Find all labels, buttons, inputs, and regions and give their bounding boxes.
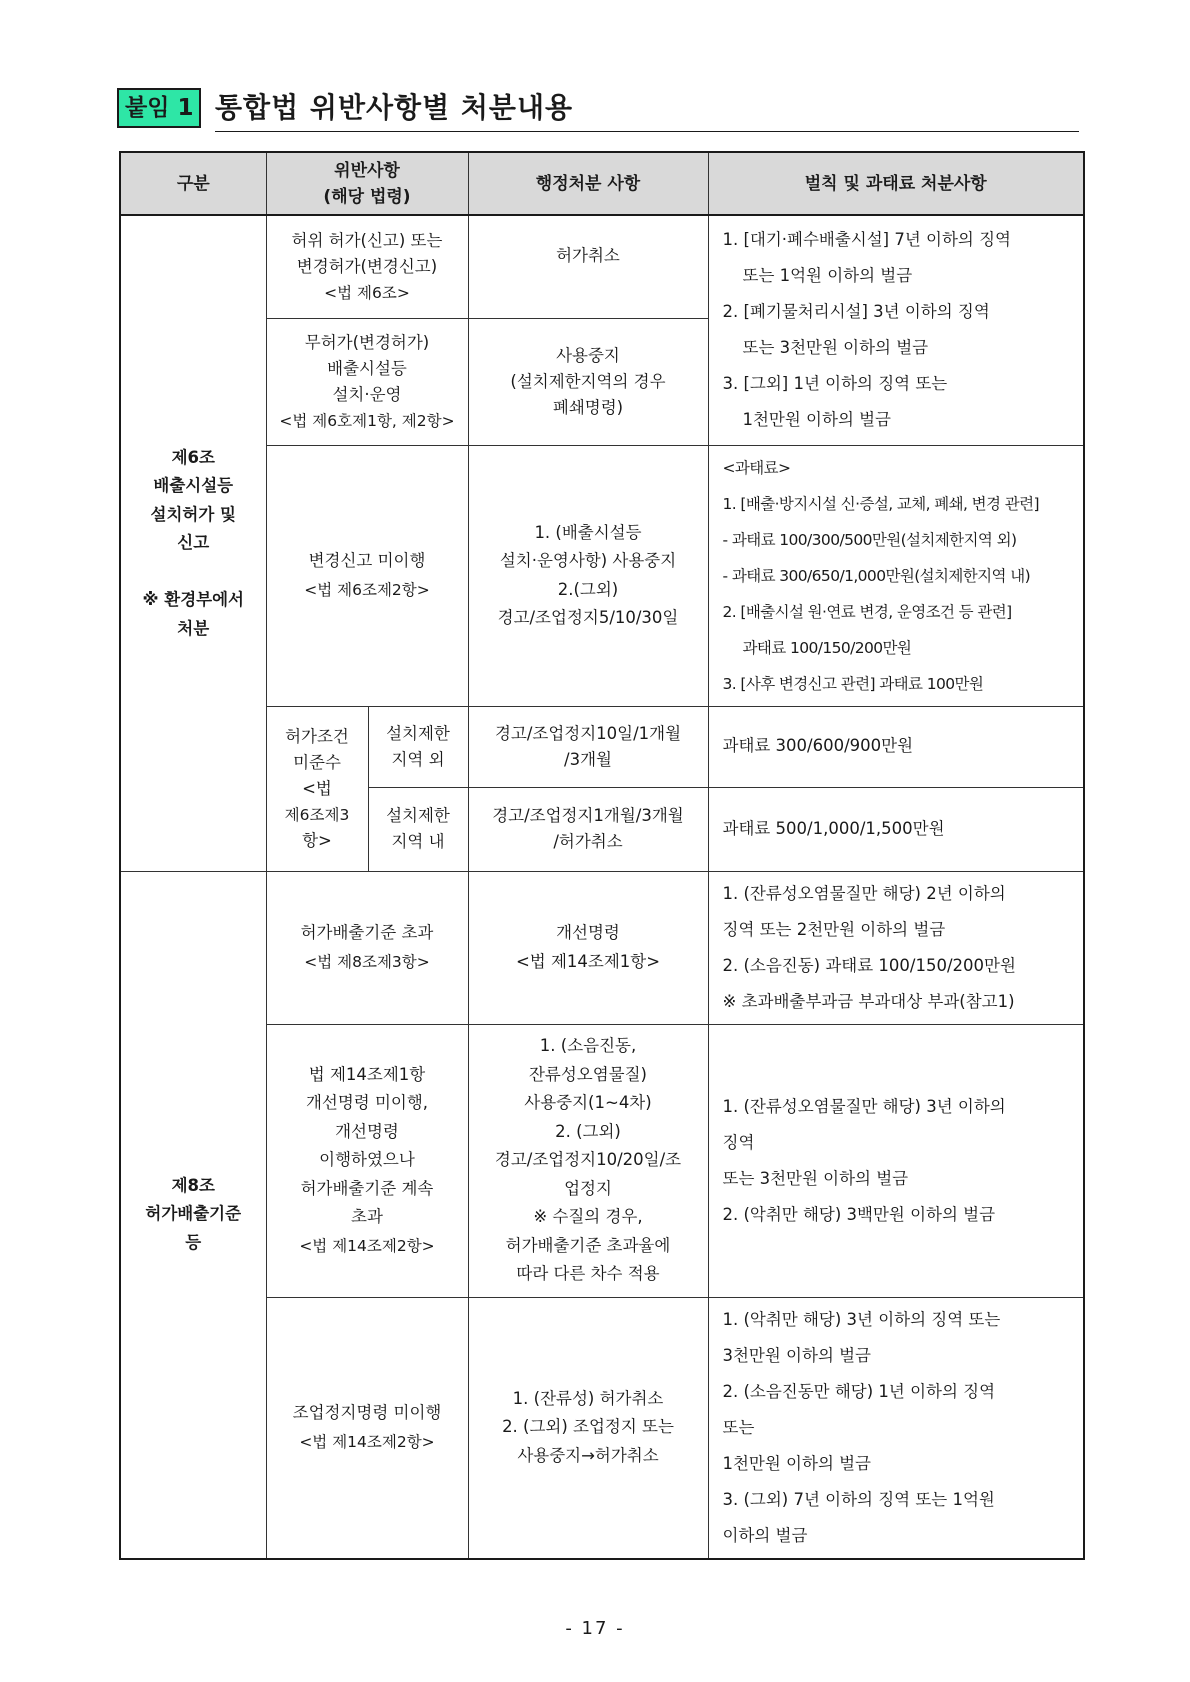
header-category: 구분 <box>120 152 266 215</box>
violation-unpermitted: 무허가(변경허가) 배출시설등 설치·운영 <법 제6호제1항, 제2항> <box>266 318 468 445</box>
page-number: - 17 - <box>565 1618 625 1639</box>
admin-suspension-unfulfilled: 1. (잔류성) 허가취소 2. (그외) 조업정지 또는 사용중지→허가취소 <box>468 1297 708 1559</box>
penalty-improvement-unfulfilled: 1. (잔류성오염물질만 해당) 3년 이하의 징역 또는 3천만원 이하의 벌금 2. (악취만 해당) 3백만원 이하의 벌금 <box>708 1024 1084 1297</box>
violation-improvement-unfulfilled: 법 제14조제1항 개선명령 미이행, 개선명령 이행하였으나 허가배출기준 계속 초과 <법 제14조제2항> <box>266 1024 468 1297</box>
admin-change-report: 1. (배출시설등 설치·운영사항) 사용중지 2.(그외) 경고/조업정지5/10/30일 <box>468 445 708 706</box>
table-row <box>120 215 1084 318</box>
admin-inside-restricted: 경고/조업정지1개월/3개월 /허가취소 <box>468 787 708 871</box>
admin-improvement-unfulfilled: 1. (소음진동, 잔류성오염물질) 사용중지(1~4차) 2. (그외) 경고/조업정지10/20일/조 업정지 ※ 수질의 경우, 허가배출기준 초과율에 따라 다른 차수 적용 <box>468 1024 708 1297</box>
attachment-badge: 붙임 1 <box>117 88 201 128</box>
admin-permit-cancel: 허가취소 <box>468 215 708 318</box>
document-title: 통합법 위반사항별 처분내용 <box>215 91 574 124</box>
area-outside-restricted: 설치제한 지역 외 <box>368 706 468 787</box>
document-title-row <box>117 88 1079 132</box>
header-violation: 위반사항 (해당 법령) <box>266 152 468 215</box>
disposition-table <box>119 151 1085 1560</box>
violation-permit-condition: 허가조건 미준수 <법 제6조제3 항> <box>266 706 368 871</box>
category-article-6: 제6조 배출시설등 설치허가 및 신고 ※ 환경부에서 처분 <box>120 215 266 871</box>
admin-improvement-order: 개선명령 <법 제14조제1항> <box>468 871 708 1024</box>
table-row <box>120 871 1084 1024</box>
violation-change-report: 변경신고 미이행 <법 제6조제2항> <box>266 445 468 706</box>
penalty-emission-exceed: 1. (잔류성오염물질만 해당) 2년 이하의 징역 또는 2천만원 이하의 벌금 2. (소음진동) 과태료 100/150/200만원 ※ 초과배출부과금 부과대상 부과(참고1) <box>708 871 1084 1024</box>
admin-outside-restricted: 경고/조업정지10일/1개월 /3개월 <box>468 706 708 787</box>
header-admin-disposition: 행정처분 사항 <box>468 152 708 215</box>
category-article-8: 제8조 허가배출기준 등 <box>120 871 266 1559</box>
area-inside-restricted: 설치제한 지역 내 <box>368 787 468 871</box>
penalty-inside-restricted: 과태료 500/1,000/1,500만원 <box>708 787 1084 871</box>
violation-emission-exceed: 허가배출기준 초과 <법 제8조제3항> <box>266 871 468 1024</box>
penalty-outside-restricted: 과태료 300/600/900만원 <box>708 706 1084 787</box>
admin-use-suspension: 사용중지 (설치제한지역의 경우 폐쇄명령) <box>468 318 708 445</box>
penalty-unpermitted: 1. [대기·폐수배출시설] 7년 이하의 징역 또는 1억원 이하의 벌금 2. [폐기물처리시설] 3년 이하의 징역 또는 3천만원 이하의 벌금 3. [그외] 1년 이하의 징역 또는 1천만원 이하의 벌금 <box>708 215 1084 445</box>
penalty-fine-list: <과태료> 1. [배출·방지시설 신·증설, 교체, 폐쇄, 변경 관련] - 과태료 100/300/500만원(설치제한지역 외) - 과태료 300/650/1,000만원(설치제한지역 내) 2. [배출시설 원·연료 변경, 운영조건 등 관련] 과태료 100/150/200만원 3. [사후 변경신고 관련] 과태료 100만원 <box>708 445 1084 706</box>
violation-suspension-unfulfilled: 조업정지명령 미이행 <법 제14조제2항> <box>266 1297 468 1559</box>
header-penalty: 벌칙 및 과태료 처분사항 <box>708 152 1084 215</box>
table-header-row <box>120 152 1084 215</box>
penalty-suspension-unfulfilled: 1. (악취만 해당) 3년 이하의 징역 또는 3천만원 이하의 벌금 2. (소음진동만 해당) 1년 이하의 징역 또는 1천만원 이하의 벌금 3. (그외) 7년 이하의 징역 또는 1억원 이하의 벌금 <box>708 1297 1084 1559</box>
violation-false-permit: 허위 허가(신고) 또는 변경허가(변경신고) <법 제6조> <box>266 215 468 318</box>
title-underline <box>215 131 1079 132</box>
